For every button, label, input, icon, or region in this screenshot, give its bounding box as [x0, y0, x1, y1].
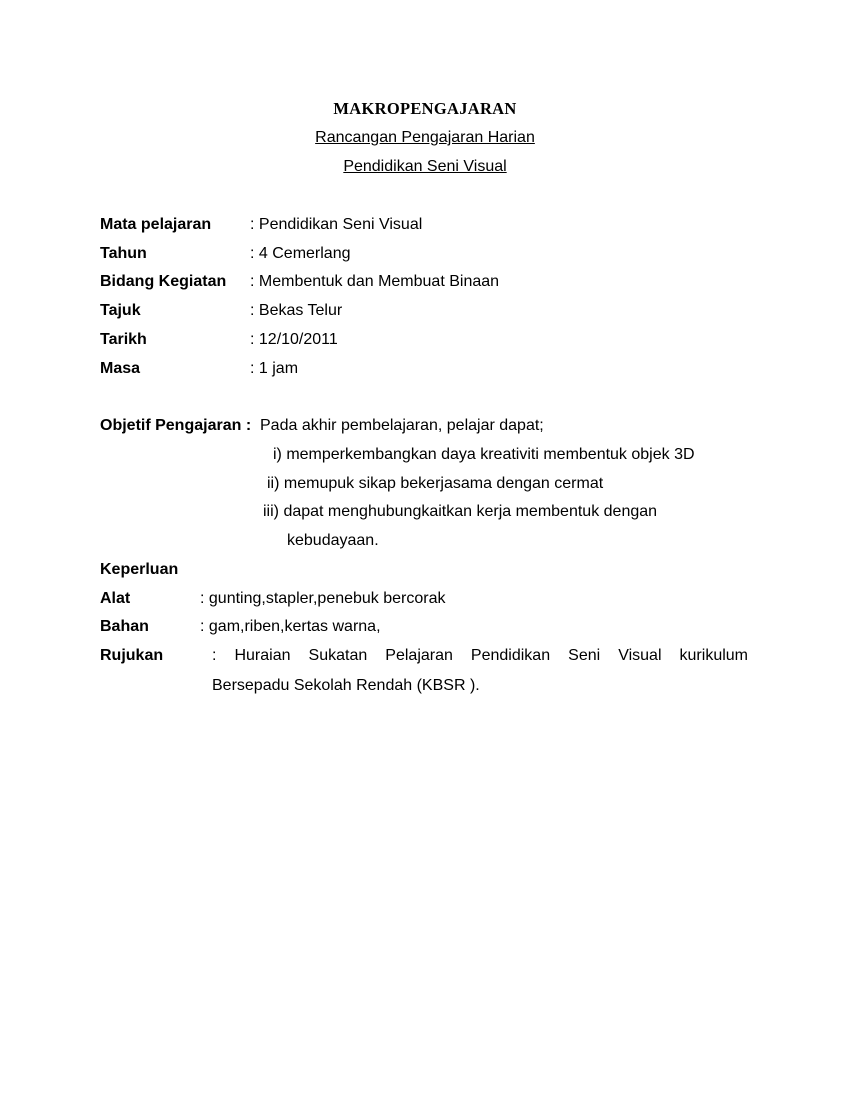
- page-subtitle-plan: Rancangan Pengajaran Harian: [315, 129, 535, 146]
- detail-label-duration: Masa: [100, 360, 141, 377]
- reference-value-line2: Bersepadu Sekolah Rendah (KBSR ).: [212, 677, 480, 694]
- detail-value-area: : Membentuk dan Membuat Binaan: [250, 273, 500, 290]
- detail-label-area: Bidang Kegiatan: [100, 273, 227, 290]
- materials-label: Bahan: [100, 618, 149, 635]
- detail-value-duration: : 1 jam: [250, 360, 299, 377]
- detail-value-date: : 12/10/2011: [250, 331, 338, 348]
- objective-item: iii) dapat menghubungkaitkan kerja membentuk dengan: [263, 503, 658, 520]
- detail-value-topic: : Bekas Telur: [250, 302, 343, 319]
- objectives-intro: Pada akhir pembelajaran, pelajar dapat;: [260, 417, 544, 434]
- page-subtitle-subject: Pendidikan Seni Visual: [343, 158, 507, 175]
- reference-value-line1: : Huraian Sukatan Pelajaran Pendidikan Seni Visual kurikulum: [212, 647, 748, 664]
- objective-item: i) memperkembangkan daya kreativiti membentuk objek 3D: [273, 446, 695, 463]
- detail-label-year: Tahun: [100, 245, 147, 262]
- detail-value-year: : 4 Cemerlang: [250, 245, 351, 262]
- detail-value-subject: : Pendidikan Seni Visual: [250, 216, 423, 233]
- page-title: MAKROPENGAJARAN: [333, 99, 517, 118]
- detail-label-date: Tarikh: [100, 331, 147, 348]
- reference-label: Rujukan: [100, 647, 164, 664]
- materials-value: : gam,riben,kertas warna,: [200, 618, 381, 635]
- objective-item-continuation: kebudayaan.: [287, 532, 379, 549]
- detail-label-topic: Tajuk: [100, 302, 141, 319]
- requirements-heading: Keperluan: [100, 561, 179, 578]
- objective-item: ii) memupuk sikap bekerjasama dengan cermat: [267, 475, 604, 492]
- tools-value: : gunting,stapler,penebuk bercorak: [200, 590, 446, 607]
- detail-label-subject: Mata pelajaran: [100, 216, 212, 233]
- objectives-label: Objetif Pengajaran :: [100, 417, 252, 434]
- tools-label: Alat: [100, 590, 131, 607]
